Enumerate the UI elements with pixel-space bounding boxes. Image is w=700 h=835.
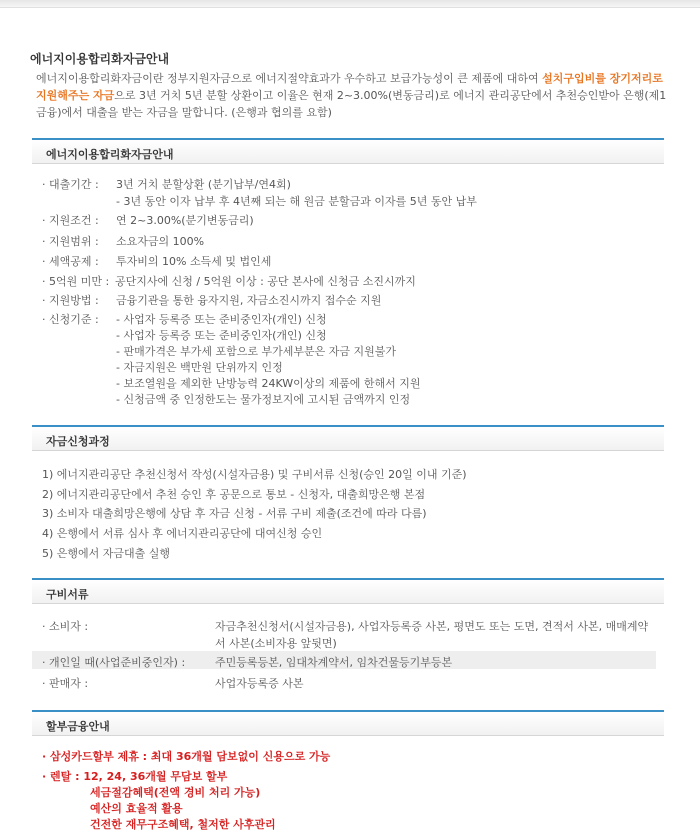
section-heading-installment-finance	[32, 710, 664, 736]
rental-benefit: 세금절감혜택(전액 경비 처리 가능)	[90, 786, 261, 799]
section-heading-label: 구비서류	[46, 588, 89, 601]
support-range-row	[42, 233, 99, 249]
process-step: 3) 소비자 대출희망은행에 상담 후 자금 신청 - 서류 구비 제출(조건에 따라 다름)	[42, 507, 427, 520]
criteria-item: - 사업자 등록증 또는 준비중인자(개인) 신청	[116, 329, 327, 342]
intro-text-post: 으로 3년 거치 5년 분할 상환이고 이율은 현재 2~3.00%(변동금리)로 에너지 관리공단에서 추천승인받아 은행(제1금융)에서 대출을 받는 자금을 말합니다. (은행과 협의를 요함)	[36, 89, 667, 119]
document-row-consumer	[32, 615, 656, 649]
row-value: 3년 거치 분할상환 (분기납부/연4회)	[116, 178, 291, 191]
support-method-row	[42, 292, 99, 308]
process-step: 1) 에너지관리공단 추천신청서 작성(시설자금용) 및 구비서류 신청(승인 20일 이내 기준)	[42, 468, 467, 481]
row-label: · 지원범위 :	[42, 235, 99, 248]
row-value: 투자비의 10% 소득세 및 법인세	[116, 255, 272, 268]
application-threshold-row	[42, 273, 109, 289]
criteria-item: - 자금지원은 백만원 단위까지 인정	[116, 361, 283, 374]
process-step: 5) 은행에서 자금대출 실행	[42, 547, 171, 560]
section-heading-label: 할부금융안내	[46, 720, 110, 733]
intro-text-pre: 에너지이용합리화자금이란 정부지원자금으로 에너지절약효과가 우수하고 보급가능성이 큰 제품에 대하여	[36, 72, 543, 85]
criteria-item: - 신청금액 중 인정한도는 물가정보지에 고시된 금액까지 인정	[116, 393, 411, 406]
document-row-seller	[32, 672, 656, 690]
section-heading-label: 에너지이용합리화자금안내	[46, 148, 174, 161]
document-row-value: 사업자등록증 사본	[215, 677, 304, 690]
section-heading-label: 자금신청과정	[46, 435, 110, 448]
row-label: · 대출기간 :	[42, 178, 99, 191]
document-row-individual	[32, 651, 656, 669]
row-label: · 5억원 미만 :	[42, 275, 110, 288]
rental-installment: · 렌탈 : 12, 24, 36개월 무담보 할부	[42, 770, 228, 783]
row-label: · 지원방법 :	[42, 294, 99, 307]
row-label: · 신청기준 :	[42, 313, 99, 326]
document-row-value: 주민등록등본, 임대차계약서, 임차건물등기부등본	[215, 656, 453, 669]
row-value: 소요자금의 100%	[116, 235, 205, 248]
loan-period-row	[42, 176, 99, 192]
criteria-item: - 판매가격은 부가세 포함으로 부가세부분은 자금 지원불가	[116, 345, 396, 358]
application-criteria-row	[42, 311, 99, 327]
page-title: 에너지이용합리화자금안내	[30, 52, 170, 66]
row-value: 공단지사에 신청 / 5억원 이상 : 공단 본사에 신청금 소진시까지	[115, 275, 416, 288]
section-heading-application-process	[32, 425, 664, 451]
document-row-label: · 판매자 :	[42, 677, 89, 690]
tax-credit-row	[42, 253, 99, 269]
support-condition-row	[42, 212, 99, 228]
document-row-label: · 소비자 :	[42, 620, 89, 633]
criteria-item: - 사업자 등록증 또는 준비중인자(개인) 신청	[116, 313, 327, 326]
intro-paragraph	[36, 70, 668, 121]
process-step: 2) 에너지관리공단에서 추천 승인 후 공문으로 통보 - 신청자, 대출희망은행 본점	[42, 488, 426, 501]
document-row-value: 자금추천신청서(시설자금용), 사업자등록증 사본, 평면도 또는 도면, 견적서 사본, 매매계약서 사본(소비자용 앞뒷면)	[215, 620, 649, 650]
process-step: 4) 은행에서 서류 심사 후 에너지관리공단에 대여신청 승인	[42, 527, 323, 540]
row-label: · 세액공제 :	[42, 255, 99, 268]
section-heading-required-documents	[32, 578, 664, 604]
row-value: 금융기관을 통한 융자지원, 자금소진시까지 접수순 지원	[116, 294, 382, 307]
top-bar	[0, 0, 700, 8]
row-label: · 지원조건 :	[42, 214, 99, 227]
rental-benefit: 예산의 효율적 활용	[90, 802, 183, 815]
rental-benefit: 건전한 재무구조혜택, 철저한 사후관리	[90, 818, 276, 831]
row-value: 연 2~3.00%(분기변동금리)	[116, 214, 254, 227]
intro-highlight: 설치구입비를 장기저리로 지원해주는 자금	[36, 72, 663, 102]
section-heading-loan-info	[32, 138, 664, 164]
row-value-sub: - 3년 동안 이자 납부 후 4년째 되는 해 원금 분할금과 이자를 5년 동안 납부	[116, 195, 477, 208]
criteria-item: - 보조열원을 제외한 난방능력 24KW이상의 제품에 한해서 지원	[116, 377, 421, 390]
samsung-card-installment: · 삼성카드할부 제휴 : 최대 36개월 담보없이 신용으로 가능	[42, 750, 331, 763]
document-row-label: · 개인일 때(사업준비중인자) :	[42, 656, 186, 669]
